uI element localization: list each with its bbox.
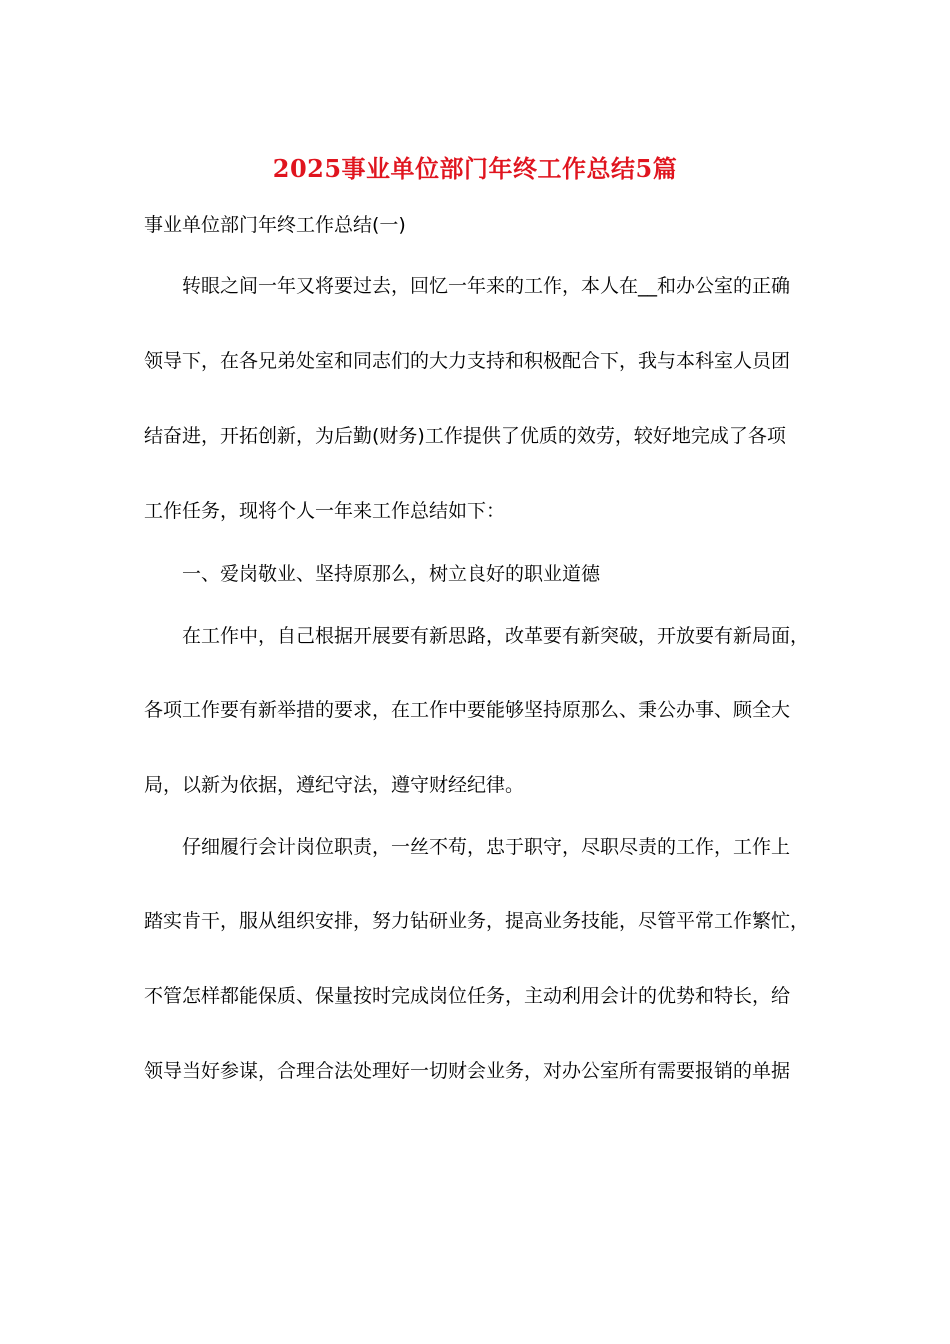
paragraph-line: 领导下，在各兄弟处室和同志们的大力支持和积极配合下，我与本科室人员团 [144,350,791,372]
paragraph-line: 不管怎样都能保质、保量按时完成岗位任务，主动利用会计的优势和特长，给 [144,985,791,1007]
document-title: 2025事业单位部门年终工作总结5篇 [272,154,678,183]
paragraph-line: 仔细履行会计岗位职责，一丝不苟，忠于职守，尽职尽责的工作，工作上 [182,836,791,858]
paragraph-line: 工作任务，现将个人一年来工作总结如下： [144,500,506,522]
paragraph-line: 在工作中，自己根据开展要有新思路，改革要有新突破，开放要有新局面， [182,625,810,647]
paragraph-line: 结奋进，开拓创新，为后勤(财务)工作提供了优质的效劳，较好地完成了各项 [144,425,786,447]
paragraph-line: 局，以新为依据，遵纪守法，遵守财经纪律。 [144,774,525,796]
section-heading: 事业单位部门年终工作总结(一) [144,214,406,236]
paragraph-line: 转眼之间一年又将要过去，回忆一年来的工作，本人在__和办公室的正确 [182,275,791,297]
subheading-line: 一、爱岗敬业、坚持原那么，树立良好的职业道德 [182,563,601,585]
paragraph-line: 各项工作要有新举措的要求，在工作中要能够坚持原那么、秉公办事、顾全大 [144,699,791,721]
paragraph-line: 领导当好参谋，合理合法处理好一切财会业务，对办公室所有需要报销的单据 [144,1060,791,1082]
paragraph-line: 踏实肯干，服从组织安排，努力钻研业务，提高业务技能，尽管平常工作繁忙， [144,910,810,932]
